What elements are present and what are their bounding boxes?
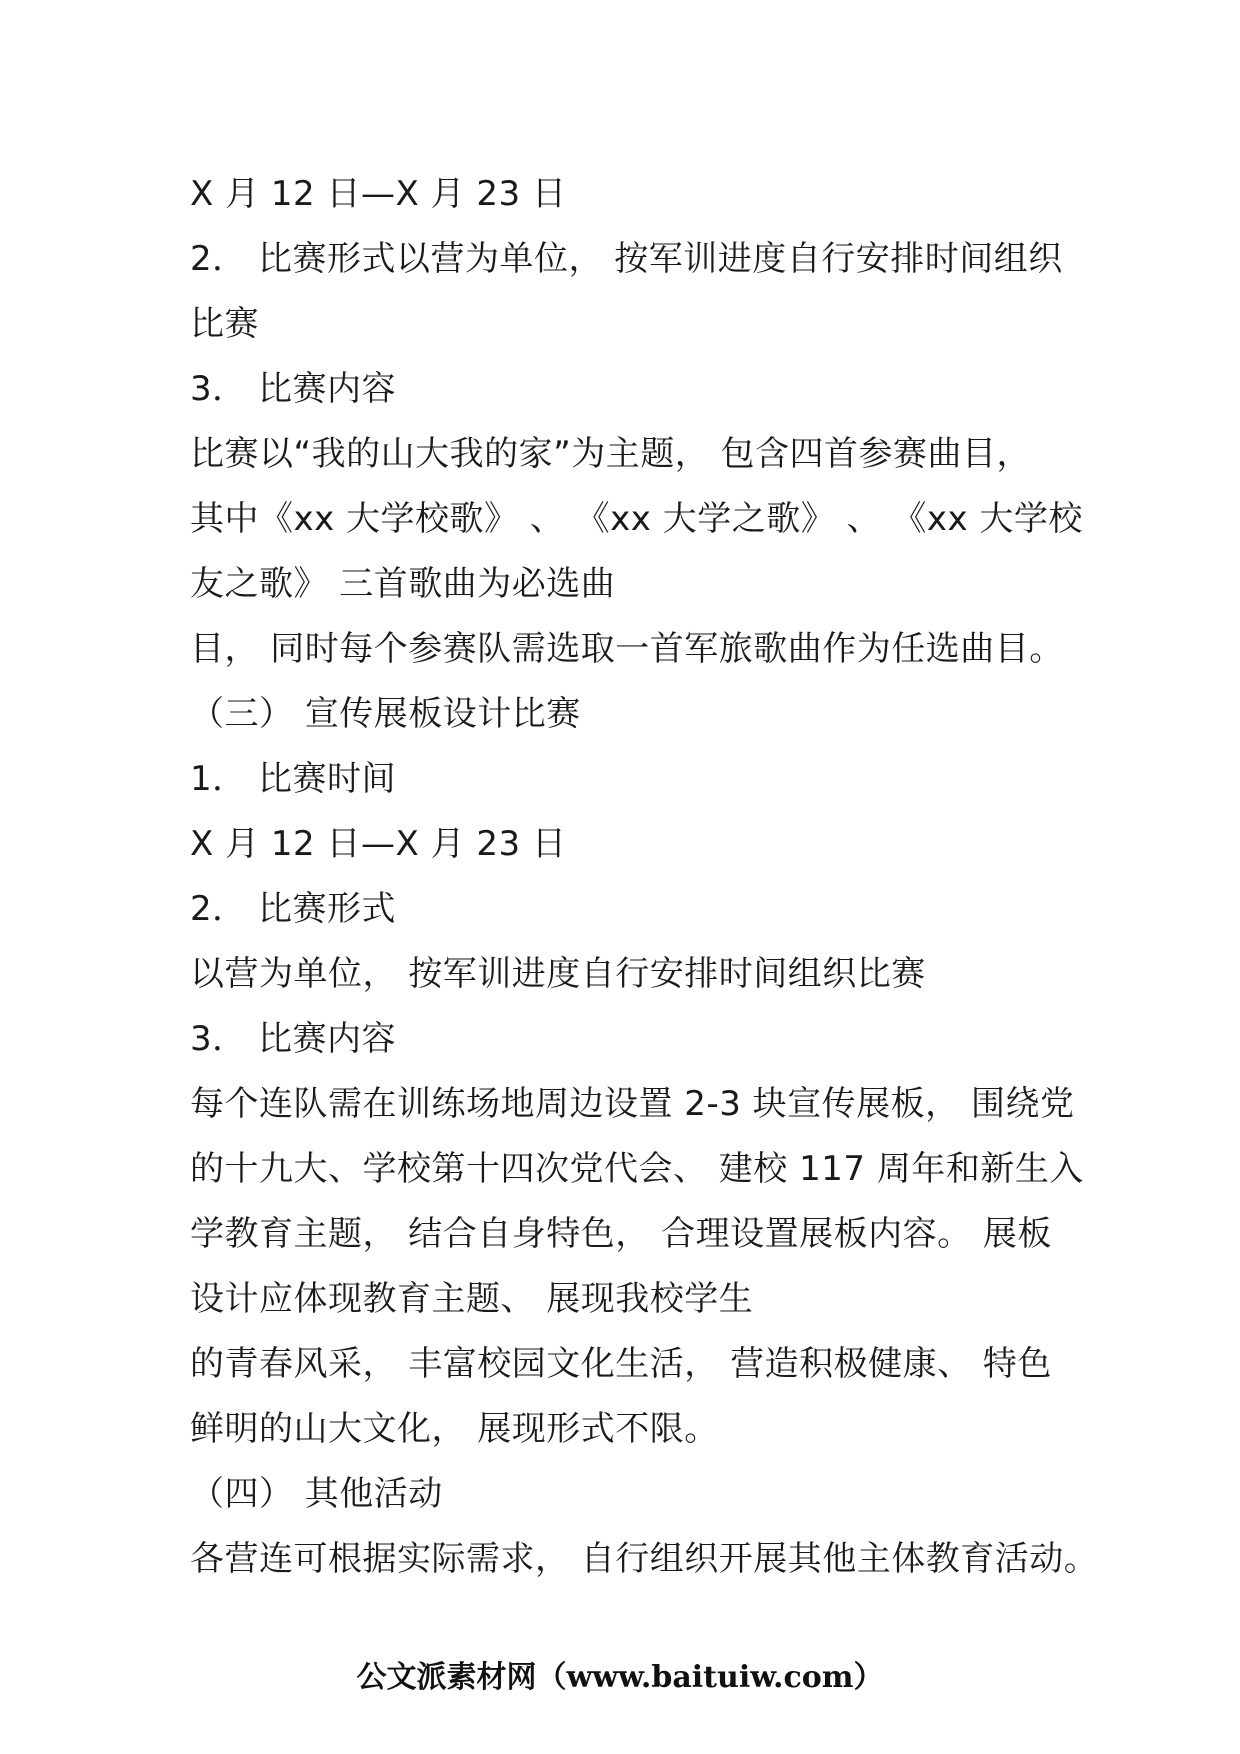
section-heading: （四） 其他活动 (190, 1474, 443, 1514)
section-heading: 1． 比赛时间 (190, 759, 396, 799)
text-line: X 月 12 日—X 月 23 日 (190, 174, 567, 214)
text-line: 鲜明的山大文化， 展现形式不限。 (190, 1409, 719, 1449)
section-heading: 3． 比赛内容 (190, 1019, 396, 1059)
text-line: 友之歌》 三首歌曲为必选曲 (190, 564, 616, 604)
section-heading: 2． 比赛形式 (190, 889, 396, 929)
text-line: 每个连队需在训练场地周边设置 2-3 块宣传展板， 围绕党 (190, 1084, 1075, 1124)
section-heading: 3． 比赛内容 (190, 369, 396, 409)
text-line: 学教育主题， 结合自身特色， 合理设置展板内容。 展板 (190, 1214, 1052, 1254)
text-line: X 月 12 日—X 月 23 日 (190, 824, 567, 864)
text-line: 其中《xx 大学校歌》 、 《xx 大学之歌》 、 《xx 大学校 (190, 499, 1083, 539)
text-line: 2． 比赛形式以营为单位， 按军训进度自行安排时间组织 (190, 239, 1063, 279)
text-line: 比赛 (190, 304, 259, 344)
section-heading: （三） 宣传展板设计比赛 (190, 694, 581, 734)
text-line: 设计应体现教育主题、 展现我校学生 (190, 1279, 754, 1319)
footer-watermark: 公文派素材网（www.baituiw.com） (356, 1660, 884, 1695)
document-body (190, 162, 1099, 1592)
text-line: 比赛以“我的山大我的家”为主题， 包含四首参赛曲目， (190, 434, 1032, 474)
text-line: 以营为单位， 按军训进度自行安排时间组织比赛 (190, 954, 926, 994)
text-line: 各营连可根据实际需求， 自行组织开展其他主体教育活动。 (190, 1539, 1099, 1579)
text-line: 目， 同时每个参赛队需选取一首军旅歌曲作为任选曲目。 (190, 629, 1064, 669)
text-line: 的十九大、学校第十四次党代会、 建校 117 周年和新生入 (190, 1149, 1084, 1189)
text-line: 的青春风采， 丰富校园文化生活， 营造积极健康、 特色 (190, 1344, 1052, 1384)
